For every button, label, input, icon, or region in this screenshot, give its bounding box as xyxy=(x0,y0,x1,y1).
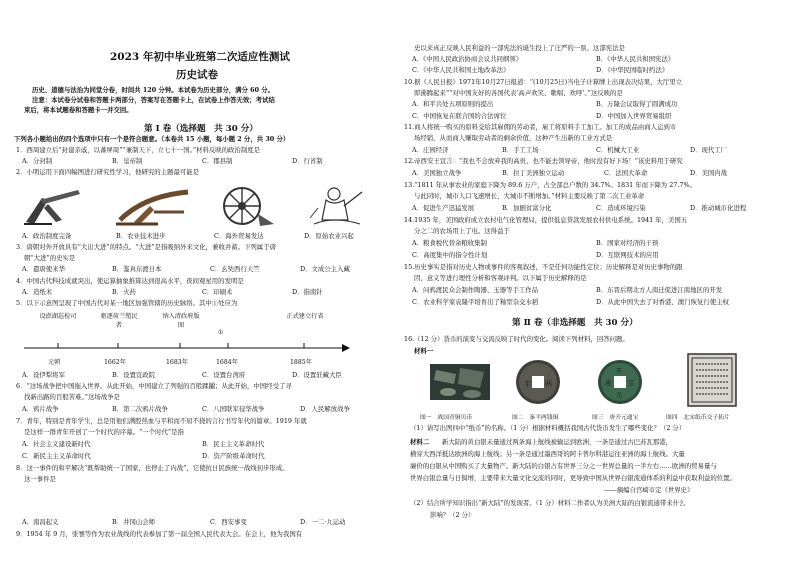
q11-option-c: C．机械大工业 xyxy=(596,146,640,154)
timeline-event: 设澎湖巡检司 xyxy=(39,313,77,320)
q6-option-d: D．人民解放战争 xyxy=(300,405,350,413)
timeline-event: ① xyxy=(218,329,224,336)
question-12: 12.帝西安王宣言：“我也不会放弃我的高贵，也不能去领导帝，他时没有好下场！”该史料用于研究 xyxy=(404,157,683,165)
figure-caption: 图三 唐开元通宝 xyxy=(592,415,639,421)
material-2-label: 材料二 xyxy=(410,438,430,446)
timeline-axis xyxy=(14,341,398,355)
question-13-cont: 与此同时，城市人口飞速增长，大城市不断增加。”材料主要反映了第二次工业革命 xyxy=(414,192,645,200)
subject-title: 历史试卷 xyxy=(176,69,218,81)
q1-option-a: A．分封制 xyxy=(22,157,53,165)
q6-option-c: C．八国联军侵华战争 xyxy=(202,405,265,413)
q12-option-c: C．法国大革命 xyxy=(604,169,648,177)
question-11: 11.商人将统一购买的原料交给其雇佣的劳动者，雇工将原料手工加工。加工的成品由商人运到市 xyxy=(404,123,677,131)
svg-text:半: 半 xyxy=(524,380,531,388)
q7-option-d: D．资产阶级革命时代 xyxy=(202,452,265,460)
q4-option-a: A．造纸术 xyxy=(22,288,53,296)
q13-option-d: D．推动城市化进程 xyxy=(690,204,747,212)
timeline-event: 正式建立行省 xyxy=(286,313,324,320)
q11-option-b: B．手工工场 xyxy=(502,146,539,154)
timeline xyxy=(14,309,398,371)
jiaozi-rubbing-image xyxy=(686,352,738,408)
part1-title: 第 Ⅰ 卷（选择题 共 30 分） xyxy=(144,124,258,134)
q4-option-b: B．火药 xyxy=(112,288,136,296)
question-9-cont: 史以来真正反映人民利益的一部宪法的诞生投上了庄严的一票。这部宪法是 xyxy=(414,44,625,52)
q12-option-b: B．拉丁美洲独立运动 xyxy=(502,169,565,177)
question-8-cont: 这一事件是 xyxy=(24,475,56,483)
q1-option-b: B．皇帝制 xyxy=(112,157,143,165)
sub-question-1: （1）请写出图四中“纸币”的名称。（1 分）根据材料概括我国古代货币发生了哪些变化？（2 分） xyxy=(410,424,686,432)
svg-text:元: 元 xyxy=(616,392,623,399)
question-10: 10.据《人民日报》1971年10月27日报道：“(10月25日)当电子计算牌上出现表决结果，大厅里立 xyxy=(404,78,683,86)
part1-instructions: 下列各小题给出的四个选项中只有一个是符合题意。（本卷共 15 小题，每小题 2 分，共 30 分） xyxy=(14,135,290,143)
svg-text:开: 开 xyxy=(616,368,623,375)
question-13: 13.“1811 年从事农业的家庭下降为 89.6 万户，占全部总户数的 34.7%。1831 年而下降为 27.7%。 xyxy=(404,181,696,189)
q12-option-d: D．美国内战 xyxy=(690,169,728,177)
q3-option-d: D．文成公主入藏 xyxy=(300,265,350,273)
banliang-coin-image xyxy=(514,358,562,406)
question-3: 3．唐朝对外开放具有“大出大进”的特点。“大进”是指吸纳外来文化，兼收并蓄。下列属于唐 xyxy=(16,243,276,251)
material-2-text: 世界白银总量与日俱增，主要带来大量文化交流的同时，更导致中国从世界白银流通体系的利益中获取利益的位置。 xyxy=(410,474,736,482)
q12-option-a: A．美国独立战争 xyxy=(412,169,462,177)
question-9: 9．1954 年 9 月，张謇等作为农业战线的代表参加了第一届全国人民代表大会。在会上，他为我国有 xyxy=(16,530,303,538)
q3-option-c: C．玄奘西行天竺 xyxy=(210,265,260,273)
q14-option-b: B．国家对经济的干预 xyxy=(596,239,659,247)
q4-option-d: D．指南针 xyxy=(292,288,323,296)
question-14-cont: 分之二的农场用上了电。这得益于 xyxy=(414,227,510,235)
question-6: 6．“这场战争把中国拖入世界。从此开始，中国建立了列强的百般蹂躏；从此开始，中国经受了寻 xyxy=(16,382,292,390)
q6-option-b: B．第二次鸦片战争 xyxy=(112,405,168,413)
q7-option-a: A．社会主义建设新时代 xyxy=(22,440,91,448)
exam-note: 注意：本试卷分试卷和答题卡两部分，答案写在答题卡上，在试卷上作答无效；考试结 xyxy=(32,96,275,104)
question-7: 7．青年，特别是青年学生，总是用他们满腔热血与平和而不屈不挠的言行书写年代的篇章。1919 年就 xyxy=(16,417,307,425)
timeline-event: 驱逐荷兰殖民者 xyxy=(100,313,138,329)
question-14: 14.1935 年，美国政府成立农村电气化管理局，提供低息贷款发展农村供电系统。1941 年，美国五 xyxy=(404,216,688,224)
question-10-cont: 即沸腾起来”“对中国友好的各国代表‘高声欢笑、歌唱、欢呼’。”这反映的是 xyxy=(414,89,623,97)
svg-text:通: 通 xyxy=(605,380,612,387)
q6-option-a: A．鸦片战争 xyxy=(22,405,59,413)
question-6-cont: 找新出路的百般苦难。”这场战争是 xyxy=(24,393,120,401)
question-15-cont: 因、意义等进行理性分析和客观评判。以下属于历史解释的是 xyxy=(414,274,587,282)
question-11-cont: 场经销，从而商人赚取劳动者的剩余价值，这种产生出新的工业方式是 xyxy=(414,134,613,142)
material-2-text: 横穿大西洋抵达欧洲的海上航线；另一条是通过墨西哥的阿卡普尔科港运往亚洲的海上航线。大量 xyxy=(410,450,685,458)
q5-option-d: D．设置驻藏大臣 xyxy=(292,371,342,379)
timeline-year: 1662年 xyxy=(104,359,126,366)
q7-option-b: B．民主主义革命时代 xyxy=(202,440,265,448)
part2-title: 第 Ⅱ 卷（非选择题 共 30 分） xyxy=(512,318,638,328)
q10-option-b: B．万隆会议取得了圆满成功 xyxy=(596,100,678,108)
q10-option-a: A．和平共处五项原则的提出 xyxy=(412,100,494,108)
q1-option-d: D．行省制 xyxy=(292,157,323,165)
q8-option-d: D．一二·九运动 xyxy=(300,518,346,526)
q8-option-c: C．西安事变 xyxy=(210,518,247,526)
q3-option-a: A．遣唐使来华 xyxy=(22,265,65,273)
question-4: 4．中国古代科技成就突出，使运算抽象推算达到很高水平，夜间观星用的发明是 xyxy=(16,277,244,285)
q10-option-c: C．中国恢复在联合国的合法席位 xyxy=(412,112,507,120)
q8-option-b: B．井冈山会师 xyxy=(112,518,156,526)
q11-option-d: D．现代工厂 xyxy=(690,146,728,154)
exam-note: 历史、道德与法治为同堂分卷，时间共 120 分钟。本试卷为历史部分，满分 60 分。 xyxy=(32,86,275,94)
question-2: 2．小明运用下面四幅图进行研究性学习，他研究的主题最可能是 xyxy=(16,168,200,176)
plough-image xyxy=(22,184,84,228)
question-16: 16.（12 分）货币的演变与交流反映了时代的变化。阅读下列材料，回答问题。 xyxy=(404,335,629,343)
figure-caption: 图一 战国青铜贝币 xyxy=(420,415,473,421)
waterwheel-image xyxy=(214,184,276,228)
figure-caption: 图二 秦半两钱铜 xyxy=(512,415,559,421)
timeline-year: 1684年 xyxy=(216,359,238,366)
q15-option-c: C．农业科学家袁隆平培育出了籼型杂交水稻 xyxy=(412,298,539,306)
question-15: 15.历史事实是指对历史人物或事件的客观叙述，不是任何功能性定位；历史解释是对历史事物的跟 xyxy=(404,263,683,271)
q9-option-d: D．《中华民国临时约法》 xyxy=(596,66,669,74)
q9-option-b: B．《中华人民共和国宪法》 xyxy=(596,55,675,63)
exam-note: 束后，将本试题卷和答题卡一并交回。 xyxy=(24,106,133,114)
q15-option-b: B．东晋后期北方人南迁促进江南地区的开发 xyxy=(596,286,723,294)
exam-title: 2023 年初中毕业班第二次适应性测试 xyxy=(110,51,290,63)
q15-option-d: D．从此中国失去了对香港、澳门恢复行使主权 xyxy=(596,298,729,306)
q15-option-a: A．问鸦渡民众会制作陶器、玉器等手工作品 xyxy=(412,286,539,294)
q14-option-a: A．粮食税代替余粮收集制 xyxy=(412,239,487,247)
q1-option-c: C．郡县制 xyxy=(202,157,233,165)
question-1: 1．西周建立后“封建亲戚，以蕃屏周”“兼制天下，立七十一国。”材料反映的政治制度是 xyxy=(16,146,260,154)
sub-question-2: （2）结合所学知识指出“新大陆”的发现者。（1 分）材料二作者认为美洲大陆的白银流通带来什么 xyxy=(410,499,686,507)
question-3-cont: 朝“大进”的史实是 xyxy=(24,254,76,262)
q14-option-d: D．互联网技术的应用 xyxy=(596,251,659,259)
left-column xyxy=(14,0,398,561)
shell-coin-image xyxy=(428,360,492,404)
figure-caption: 图四 北宋纸币交子拓片 xyxy=(666,415,730,421)
q9-option-c: C．《中华人民共和国土地改革法》 xyxy=(412,66,510,74)
q2-option-c: C．海外贸易发达 xyxy=(214,232,264,240)
question-5: 5．以下示意图呈现了中国古代对某一地区加强管辖的历史脉络。其中①处应为 xyxy=(16,299,238,307)
curved-plough-image xyxy=(114,186,198,228)
kaiyuan-coin-image xyxy=(596,358,644,406)
q5-option-a: A．设伊犁将军 xyxy=(22,371,65,379)
q9-option-a: A．《中国人民政治协商会议共同纲领》 xyxy=(412,55,523,63)
q14-option-c: C．高度集中的指令性计划 xyxy=(412,251,488,259)
question-8: 8．这一事件的和平解决“既帮助统一了国家，也停止了内战”，它使抗日民族统一战线初步形成。 xyxy=(16,464,289,472)
right-column xyxy=(404,0,784,561)
material-2-text: 新大陆的黄白银未量通过两条海上航线被输运到欧洲，一条是通过古巴苏瓦那港， xyxy=(442,438,673,446)
q3-option-b: B．鉴真东渡日本 xyxy=(112,265,162,273)
q11-option-a: A．庄园经济 xyxy=(412,146,449,154)
q13-option-c: C．造成环境污染 xyxy=(596,204,646,212)
q8-option-a: A．南昌起义 xyxy=(22,518,59,526)
q13-option-a: A．促进生产迅猛发展 xyxy=(412,204,475,212)
timeline-year: 1683年 xyxy=(166,359,188,366)
q10-option-d: D．中国加入世界贸易组织 xyxy=(596,112,672,120)
material-2-text: 廉价的白银从中国购买了大量物产。新大陆的白银占有世界三分之一世界总量的一半左右……欧洲的贸易量与 xyxy=(410,462,717,470)
q2-option-a: A．政治制度完备 xyxy=(22,232,72,240)
q5-option-b: B．设置宣政院 xyxy=(112,371,156,379)
q2-option-d: D．原始农业兴起 xyxy=(304,232,354,240)
svg-text:两: 两 xyxy=(545,380,552,388)
ancient-farmer-image xyxy=(304,184,370,228)
q7-option-c: C．新民主主义革命时代 xyxy=(22,452,91,460)
q2-option-b: B．农业技术进步 xyxy=(116,232,166,240)
material-1-label: 材料一 xyxy=(414,347,434,355)
material-2-source: ——摘编自宫崎市定《世界史》 xyxy=(604,486,694,494)
timeline-year: 1885年 xyxy=(290,359,312,366)
timeline-year: 元朝 xyxy=(48,359,61,366)
q5-option-c: C．设置台湾府 xyxy=(202,371,246,379)
q4-option-c: C．印刷术 xyxy=(202,288,233,296)
sub-question-2-cont: 影响？（2 分） xyxy=(430,511,475,519)
timeline-event: 纳入清政府版图 xyxy=(162,313,200,329)
svg-text:宝: 宝 xyxy=(628,380,635,387)
question-7-cont: 是这样一群青年开创了一个时代的序幕。“一个时代”是指 xyxy=(24,428,184,436)
q13-option-b: B．加剧贫富分化 xyxy=(502,204,552,212)
